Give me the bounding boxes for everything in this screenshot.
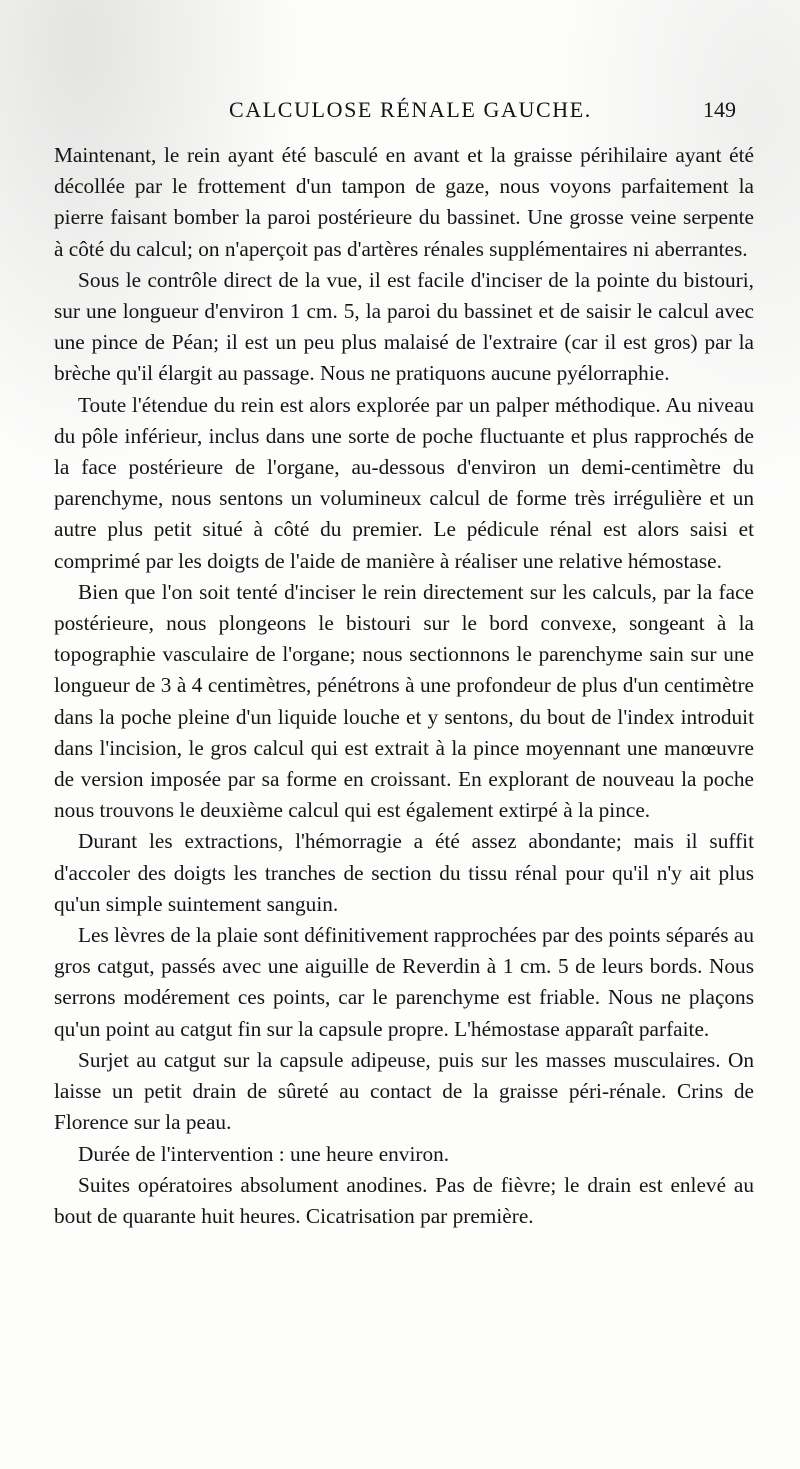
body-text [54,140,754,1232]
paragraph: Bien que l'on soit tenté d'inciser le rein directement sur les calculs, par la face postérieure, nous plongeons le bistouri sur le bord convexe, songeant à la topographie vasculaire de l'organe; nous sectionnons le parenchyme sain sur une longueur de 3 à 4 centimètres, pénétrons à une profondeur de plus d'un centimètre dans la poche pleine d'un liquide louche et y sentons, du bout de l'index introduit dans l'incision, le gros calcul qui est extrait à la pince moyennant une manœuvre de version imposée par sa forme en croissant. En explorant de nouveau la poche nous trouvons le deuxième calcul qui est également extirpé à la pince. [54,579,754,823]
paragraph: Toute l'étendue du rein est alors explorée par un palper méthodique. Au niveau du pôle inférieur, inclus dans une sorte de poche fluctuante et plus rapprochés de la face postérieure de l'organe, au-dessous d'environ un demi-centimètre du parenchyme, nous sentons un volumineux calcul de forme très irrégulière et un autre plus petit situé à côté du premier. Le pédicule rénal est alors saisi et comprimé par les doigts de l'aide de manière à réaliser une relative hémostase. [54,392,754,573]
paragraph: Suites opératoires absolument anodines. Pas de fièvre; le drain est enlevé au bout de quarante huit heures. Cicatrisation par première. [54,1172,754,1228]
paragraph: Maintenant, le rein ayant été basculé en avant et la graisse périhilaire ayant été décollée par le frottement d'un tampon de gaze, nous voyons parfaitement la pierre faisant bomber la paroi postérieure du bassinet. Une grosse veine serpente à côté du calcul; on n'aperçoit pas d'artères rénales supplémentaires ni aberrantes. [54,143,754,261]
paragraph: Durant les extractions, l'hémorragie a été assez abondante; mais il suffit d'accoler des doigts les tranches de section du tissu rénal pour qu'il n'y ait plus qu'un simple suintement sanguin. [54,829,754,916]
running-head [0,95,800,129]
running-title: CALCULOSE RÉNALE GAUCHE. [229,97,592,122]
page-number: 149 [703,97,736,122]
paragraph: Surjet au catgut sur la capsule adipeuse, puis sur les masses musculaires. On laisse un petit drain de sûreté au contact de la graisse péri-rénale. Crins de Florence sur la peau. [54,1047,754,1135]
paragraph: Durée de l'intervention : une heure environ. [78,1141,450,1166]
paragraph: Sous le contrôle direct de la vue, il est facile d'inciser de la pointe du bistouri, sur une longueur d'environ 1 cm. 5, la paroi du bassinet et de saisir le calcul avec une pince de Péan; il est un peu plus malaisé de l'extraire (car il est gros) par la brèche qu'il élargit au passage. Nous ne pratiquons aucune pyélorraphie. [54,267,754,386]
paragraph: Les lèvres de la plaie sont définitivement rapprochées par des points séparés au gros catgut, passés avec une aiguille de Reverdin à 1 cm. 5 de leurs bords. Nous serrons modérement ces points, car le parenchyme est friable. Nous ne plaçons qu'un point au catgut fin sur la capsule propre. L'hémostase apparaît parfaite. [54,923,754,1041]
